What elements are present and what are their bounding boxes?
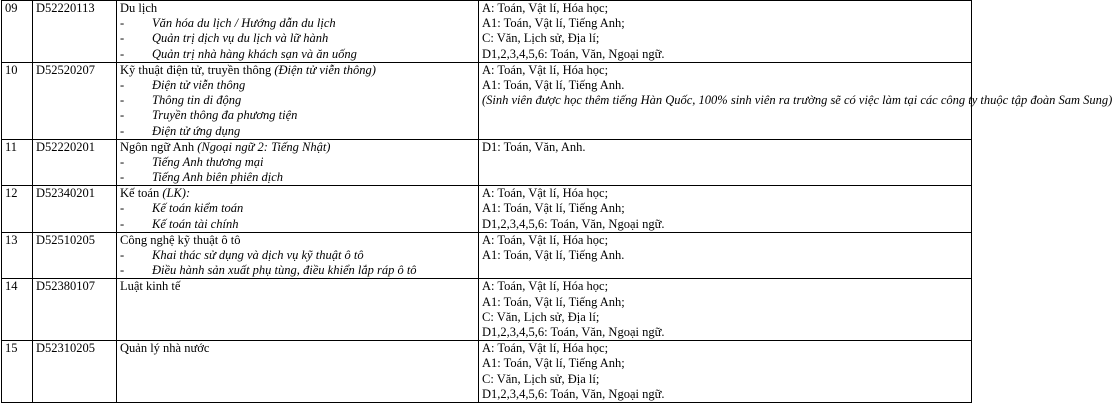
table-row bbox=[2, 341, 972, 403]
specialization-item bbox=[120, 124, 475, 139]
major-code: D52380107 bbox=[33, 279, 117, 341]
list-dash: - bbox=[120, 170, 125, 185]
subject-combination: A1: Toán, Vật lí, Tiếng Anh; bbox=[482, 201, 625, 216]
list-dash: - bbox=[120, 123, 125, 138]
subject-combinations-cell bbox=[479, 1, 972, 63]
table-row bbox=[2, 139, 972, 186]
major-title-note: (LK): bbox=[162, 186, 191, 201]
subject-combinations-cell bbox=[479, 279, 972, 341]
specialization-item bbox=[120, 201, 475, 216]
major-title-line bbox=[120, 279, 475, 294]
specialization-label: Tiếng Anh thương mại bbox=[152, 154, 264, 169]
subject-combination: A1: Toán, Vật lí, Tiếng Anh. bbox=[482, 248, 625, 262]
majors-table-body bbox=[2, 1, 1112, 403]
subject-combination: D1,2,3,4,5,6: Toán, Văn, Ngoại ngữ. bbox=[482, 46, 665, 61]
specialization-label: Truyền thông đa phương tiện bbox=[152, 108, 298, 123]
specialization-item bbox=[120, 170, 475, 185]
row-number: 09 bbox=[2, 1, 33, 63]
table-row bbox=[2, 62, 972, 139]
specialization-item bbox=[120, 47, 475, 62]
major-title-note: (Ngoại ngữ 2: Tiếng Nhật) bbox=[197, 139, 331, 154]
major-title: Ngôn ngữ Anh bbox=[120, 139, 195, 154]
major-name-cell bbox=[117, 186, 479, 233]
specialization-label: Khai thác sử dụng và dịch vụ kỹ thuật ô tô bbox=[152, 248, 364, 262]
major-title: Du lịch bbox=[120, 1, 158, 15]
specialization-item bbox=[120, 248, 475, 263]
major-name-cell bbox=[117, 232, 479, 279]
list-dash: - bbox=[120, 16, 125, 31]
specialization-item bbox=[120, 217, 475, 232]
specialization-item bbox=[120, 16, 475, 31]
major-name-cell bbox=[117, 341, 479, 403]
table-row bbox=[2, 1, 972, 63]
major-note: (Sinh viên được học thêm tiếng Hàn Quốc, 100% sinh viên ra trường sẽ có việc làm tại các công ty thuộc tập đoàn Sam Sung) bbox=[482, 93, 1112, 108]
subject-combination: A: Toán, Vật lí, Hóa học; bbox=[482, 232, 609, 247]
list-dash: - bbox=[120, 31, 125, 46]
major-title: Kế toán bbox=[120, 186, 160, 201]
subject-combinations-cell bbox=[479, 341, 972, 403]
subject-combination: D1,2,3,4,5,6: Toán, Văn, Ngoại ngữ. bbox=[482, 216, 665, 231]
major-name-cell bbox=[117, 62, 479, 139]
major-code: D52340201 bbox=[33, 186, 117, 233]
subject-combination: D1,2,3,4,5,6: Toán, Văn, Ngoại ngữ. bbox=[482, 386, 665, 401]
major-title-line bbox=[120, 140, 475, 155]
specialization-label: Điều hành sản xuất phụ tùng, điều khiển lắp ráp ô tô bbox=[152, 263, 417, 278]
major-code: D52520207 bbox=[33, 62, 117, 139]
subject-combination: A: Toán, Vật lí, Hóa học; bbox=[482, 1, 609, 15]
major-title: Kỹ thuật điện tử, truyền thông bbox=[120, 62, 272, 77]
major-title: Quản lý nhà nước bbox=[120, 341, 210, 356]
subject-combination: A1: Toán, Vật lí, Tiếng Anh. bbox=[482, 77, 625, 92]
specialization-label: Quản trị dịch vụ du lịch và lữ hành bbox=[152, 31, 329, 46]
specialization-item bbox=[120, 155, 475, 170]
major-name-cell bbox=[117, 139, 479, 186]
major-title-line bbox=[120, 1, 475, 16]
major-code: D52310205 bbox=[33, 341, 117, 403]
row-number: 11 bbox=[2, 139, 33, 186]
major-title-line bbox=[120, 341, 475, 356]
list-dash: - bbox=[120, 248, 125, 262]
list-dash: - bbox=[120, 263, 125, 278]
subject-combinations-cell bbox=[479, 232, 972, 279]
list-dash: - bbox=[120, 201, 125, 216]
table-row bbox=[2, 232, 972, 279]
specialization-label: Quản trị nhà hàng khách sạn và ăn uống bbox=[152, 46, 357, 61]
subject-combination: A1: Toán, Vật lí, Tiếng Anh; bbox=[482, 356, 625, 371]
list-dash: - bbox=[120, 93, 125, 108]
subject-combinations-cell bbox=[479, 186, 972, 233]
row-number: 10 bbox=[2, 62, 33, 139]
majors-table bbox=[1, 0, 1112, 403]
specialization-label: Thông tin di động bbox=[152, 93, 242, 108]
major-title-note: (Điện tử viễn thông) bbox=[274, 62, 376, 77]
subject-combination: A: Toán, Vật lí, Hóa học; bbox=[482, 62, 609, 77]
major-title: Luật kinh tế bbox=[120, 279, 181, 294]
table-row bbox=[2, 186, 972, 233]
specialization-item bbox=[120, 78, 475, 93]
specialization-label: Văn hóa du lịch / Hướng dẫn du lịch bbox=[152, 16, 336, 31]
row-number: 12 bbox=[2, 186, 33, 233]
specialization-item bbox=[120, 31, 475, 46]
major-title-line bbox=[120, 63, 475, 78]
list-dash: - bbox=[120, 216, 125, 231]
subject-combination: A: Toán, Vật lí, Hóa học; bbox=[482, 279, 609, 294]
row-number: 15 bbox=[2, 341, 33, 403]
subject-combination: D1: Toán, Văn, Anh. bbox=[482, 139, 586, 154]
subject-combination: A: Toán, Vật lí, Hóa học; bbox=[482, 341, 609, 356]
subject-combinations-cell bbox=[479, 62, 1112, 139]
row-number: 14 bbox=[2, 279, 33, 341]
specialization-item bbox=[120, 263, 475, 278]
subject-combination: C: Văn, Lịch sử, Địa lí; bbox=[482, 371, 600, 386]
subject-combination: C: Văn, Lịch sử, Địa lí; bbox=[482, 309, 600, 324]
row-number: 13 bbox=[2, 232, 33, 279]
subject-combination: A1: Toán, Vật lí, Tiếng Anh; bbox=[482, 294, 625, 309]
table-row bbox=[2, 279, 972, 341]
major-code: D52220201 bbox=[33, 139, 117, 186]
specialization-label: Điện tử ứng dụng bbox=[152, 123, 241, 138]
major-title-line bbox=[120, 233, 475, 248]
major-code: D52510205 bbox=[33, 232, 117, 279]
subject-combination: A1: Toán, Vật lí, Tiếng Anh; bbox=[482, 16, 625, 31]
list-dash: - bbox=[120, 154, 125, 169]
major-name-cell bbox=[117, 279, 479, 341]
specialization-label: Tiếng Anh biên phiên dịch bbox=[152, 170, 284, 185]
subject-combination: A: Toán, Vật lí, Hóa học; bbox=[482, 186, 609, 201]
major-code: D52220113 bbox=[33, 1, 117, 63]
list-dash: - bbox=[120, 46, 125, 61]
subject-combinations-cell bbox=[479, 139, 972, 186]
subject-combination: D1,2,3,4,5,6: Toán, Văn, Ngoại ngữ. bbox=[482, 324, 665, 339]
specialization-label: Kế toán tài chính bbox=[152, 216, 239, 231]
list-dash: - bbox=[120, 108, 125, 123]
specialization-label: Điện tử viễn thông bbox=[152, 77, 246, 92]
specialization-item bbox=[120, 93, 475, 108]
specialization-label: Kế toán kiểm toán bbox=[152, 201, 244, 216]
subject-combination: C: Văn, Lịch sử, Địa lí; bbox=[482, 31, 600, 46]
major-title: Công nghệ kỹ thuật ô tô bbox=[120, 232, 241, 247]
major-name-cell bbox=[117, 1, 479, 63]
specialization-item bbox=[120, 108, 475, 123]
major-title-line bbox=[120, 186, 475, 201]
list-dash: - bbox=[120, 77, 125, 92]
